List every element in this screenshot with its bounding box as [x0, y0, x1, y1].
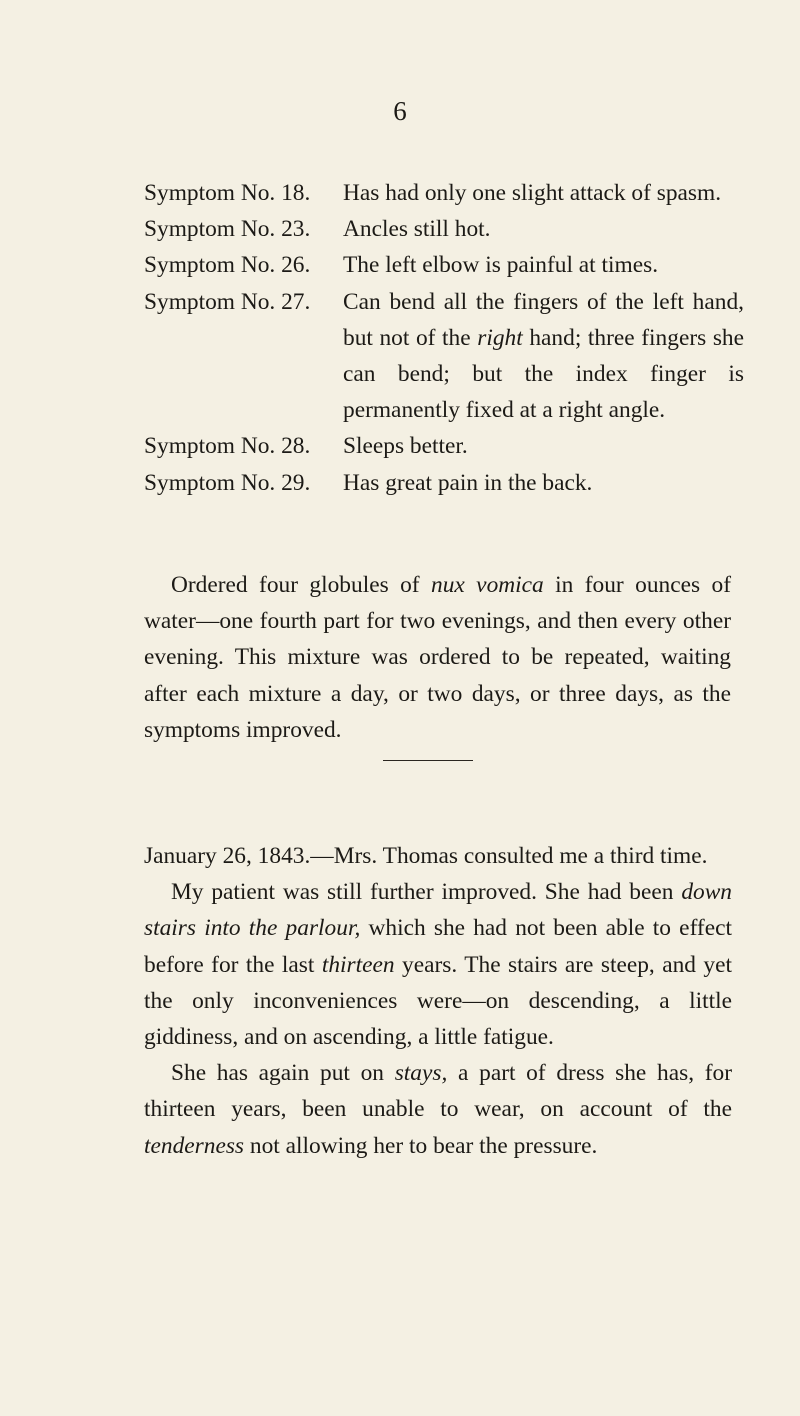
- symptom-label: Symptom No. 27.: [144, 288, 311, 315]
- text-run: hand; three fingers she can bend; but the index finger is permanently fixed at a right angle.: [343, 324, 744, 424]
- symptom-entry: [144, 247, 744, 283]
- italic-emphasis: right: [477, 324, 523, 351]
- text-run: which she had not been able to effect before for the last: [144, 915, 732, 978]
- text-run: not allowing her to bear the pressure.: [244, 1132, 598, 1159]
- italic-emphasis: down stairs into the parlour,: [144, 879, 732, 942]
- symptom-label: Symptom No. 23.: [144, 216, 311, 243]
- prescription-paragraph: [144, 567, 731, 748]
- symptom-label: Symptom No. 18.: [144, 180, 311, 206]
- symptom-entry: [144, 175, 744, 211]
- symptom-label: Symptom No. 28.: [144, 433, 311, 460]
- symptom-list: [144, 175, 744, 501]
- italic-emphasis: tenderness: [144, 1132, 245, 1159]
- prescription-block: [144, 567, 731, 748]
- symptom-text: Has had only one slight attack of spasm.: [343, 180, 722, 206]
- text-run: years. The stairs are steep, and yet the only inconveniences were—on descending, a little giddiness, and on ascending, a little fatigue.: [144, 951, 732, 1051]
- symptom-entry: [144, 211, 744, 247]
- section-divider: [383, 760, 473, 761]
- italic-emphasis: stays,: [394, 1060, 448, 1087]
- symptom-entry: [144, 465, 744, 501]
- text-run: a part of dress she has, for thirteen years, been unable to wear, on account of the: [144, 1060, 733, 1123]
- consultation-paragraph: [144, 874, 732, 1055]
- symptom-entry: [144, 428, 744, 464]
- consultation-dateline: January 26, 1843.—Mrs. Thomas consulted me a third time.: [144, 843, 708, 869]
- text-run: She has again put on: [171, 1060, 395, 1087]
- italic-emphasis: nux vomica: [431, 572, 544, 598]
- symptom-entry: [144, 284, 744, 429]
- text-run: Can bend all the fingers of the left hand, but not of the: [343, 288, 744, 351]
- symptom-text: The left elbow is painful at times.: [343, 252, 659, 279]
- text-run: My patient was still further improved. She had been: [171, 879, 682, 906]
- page-number: 6: [393, 96, 407, 126]
- consultation-paragraph: [144, 1055, 732, 1164]
- symptom-label: Symptom No. 29.: [144, 469, 311, 496]
- text-run: Ordered four globules of: [171, 572, 431, 598]
- symptom-label: Symptom No. 26.: [144, 252, 311, 279]
- symptom-text: Sleeps better.: [343, 433, 468, 460]
- consultation-block: [144, 838, 732, 1164]
- symptom-text: Has great pain in the back.: [343, 469, 593, 496]
- symptom-text: Ancles still hot.: [343, 216, 491, 243]
- text-run: in four ounces of water—one fourth part for two evenings, and then every other evening. This mixture was ordered to be repeated, waiting after each mixture a day, or two days, or three days, as the symptoms improved.: [144, 572, 731, 743]
- italic-emphasis: thirteen: [321, 951, 395, 978]
- symptom-text: [343, 284, 744, 429]
